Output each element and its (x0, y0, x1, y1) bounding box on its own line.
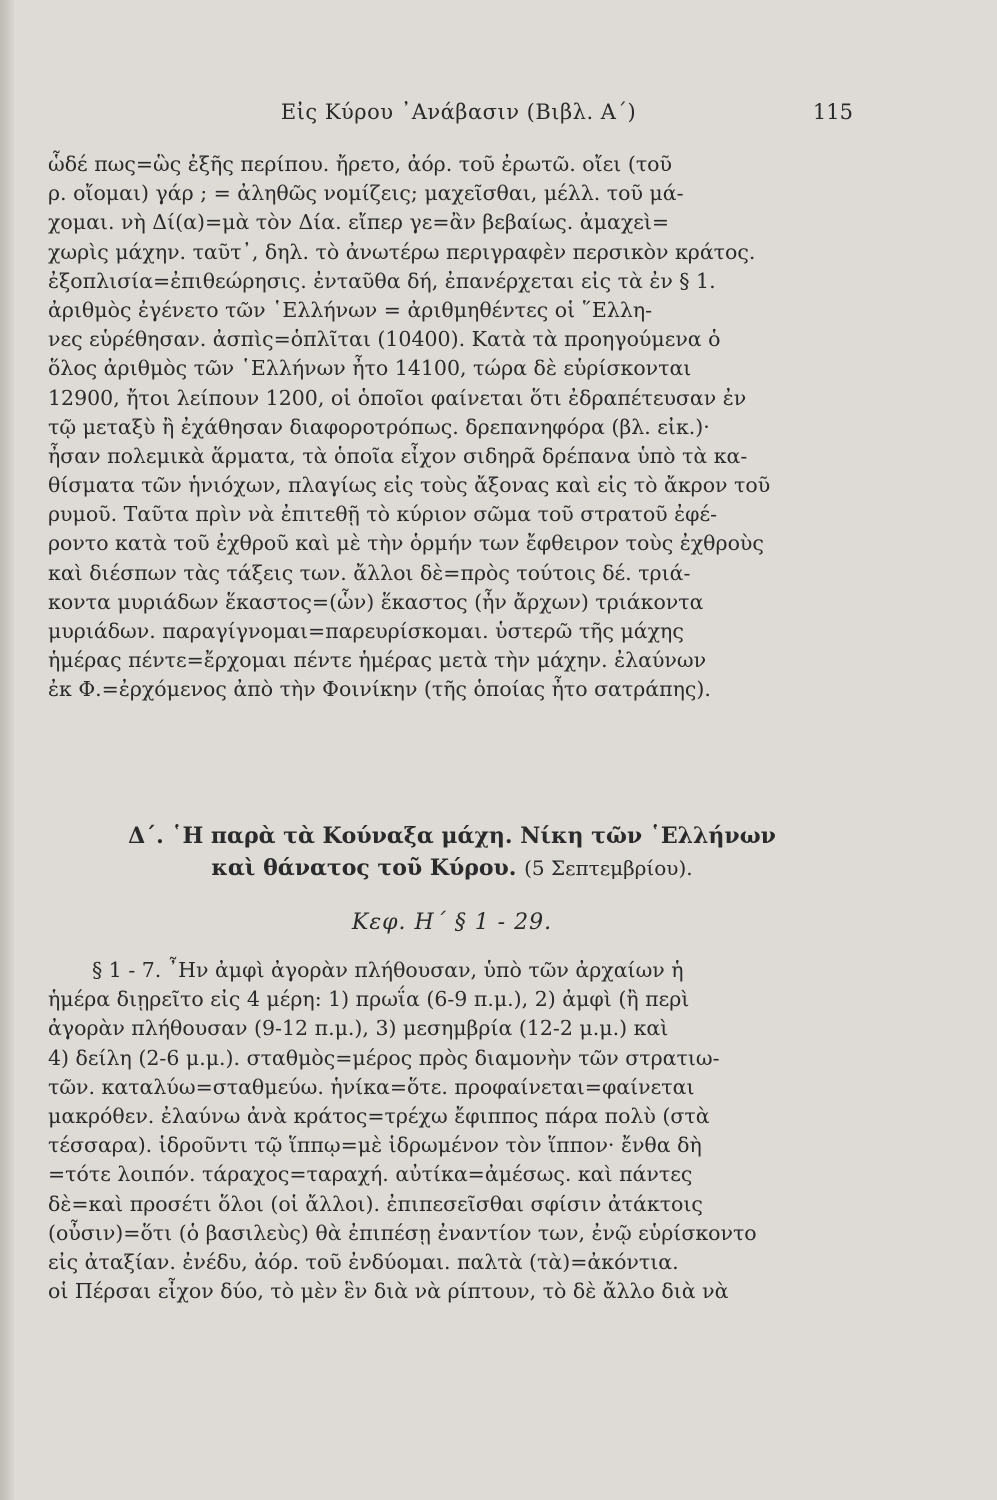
page-header (60, 96, 857, 132)
text-line: θίσματα τῶν ἡνιόχων, πλαγίως εἰς τοὺς ἄξονας καὶ εἰς τὸ ἄκρον τοῦ (48, 473, 771, 498)
section-title-line-1: Δ΄. ῾Η παρὰ τὰ Κούναξα μάχη. Νίκη τῶν ῾Ελλήνων (128, 823, 776, 849)
text-line: 4) δείλη (2-6 μ.μ.). σταθμὸς=μέρος πρὸς διαμονὴν τῶν στρατιω- (48, 1045, 720, 1070)
text-line: ὅλος ἀριθμὸς τῶν ῾Ελλήνων ἦτο 14100, τώρα δὲ εὑρίσκονται (48, 356, 692, 381)
text-line: κοντα μυριάδων ἕκαστος=(ὧν) ἕκαστος (ἦν ἄρχων) τριάκοντα (48, 589, 704, 614)
section-heading (48, 820, 856, 935)
text-line: τῷ μεταξὺ ἢ ἐχάθησαν διαφοροτρόπως. δρεπανηφόρα (βλ. εἰκ.)· (48, 414, 710, 439)
text-line: ἡμέρα διῃρεῖτο εἰς 4 μέρη: 1) πρωΐα (6-9 π.μ.), 2) ἀμφὶ (ἢ περὶ (48, 987, 690, 1012)
text-line: ἀριθμὸς ἐγένετο τῶν ῾Ελλήνων = ἀριθμηθέντες οἱ ῞Ελλη- (48, 297, 653, 322)
text-line: ἦσαν πολεμικὰ ἅρματα, τὰ ὁποῖα εἶχον σιδηρᾶ δρέπανα ὑπὸ τὰ κα- (48, 443, 748, 468)
text-line: εἰς ἀταξίαν. ἐνέδυ, ἀόρ. τοῦ ἐνδύομαι. παλτὰ (τὰ)=ἀκόντια. (48, 1249, 679, 1274)
text-line: χομαι. νὴ Δί(α)=μὰ τὸν Δία. εἴπερ γε=ἂν βεβαίως. ἀμαχεὶ= (48, 210, 670, 235)
text-line: ὧδέ πως=ὣς ἐξῆς περίπου. ἤρετο, ἀόρ. τοῦ ἐρωτῶ. οἴει (τοῦ (48, 152, 672, 176)
text-line: ροντο κατὰ τοῦ ἐχθροῦ καὶ μὲ τὴν ὁρμήν των ἔφθειρον τοὺς ἐχθροὺς (48, 531, 764, 556)
text-line: ἀγορὰν πλήθουσαν (9-12 π.μ.), 3) μεσημβρία (12-2 μ.μ.) καὶ (48, 1016, 669, 1041)
text-line: ἐξοπλισία=ἐπιθεώρησις. ἐνταῦθα δή, ἐπανέρχεται εἰς τὰ ἐν § 1. (48, 268, 716, 293)
text-line: τέσσαρα). ἱδροῦντι τῷ ἵππῳ=μὲ ἱδρωμένον τὸν ἵππον· ἔνθα δὴ (48, 1133, 702, 1158)
text-line: ρ. οἴομαι) γάρ ; = ἀληθῶς νομίζεις; μαχεῖσθαι, μέλλ. τοῦ μά- (48, 181, 684, 206)
text-line: μακρόθεν. ἐλαύνω ἀνὰ κράτος=τρέχω ἔφιππος πάρα πολὺ (στὰ (48, 1103, 710, 1128)
section-title-line-2 (48, 852, 856, 884)
text-line: (οὖσιν)=ὅτι (ὁ βασιλεὺς) θὰ ἐπιπέσῃ ἐναντίον των, ἐνῷ εὑρίσκοντο (48, 1220, 757, 1245)
text-line: τῶν. καταλύω=σταθμεύω. ἡνίκα=ὅτε. προφαίνεται=φαίνεται (48, 1074, 695, 1099)
page-number: 115 (812, 100, 853, 124)
text-line: =τότε λοιπόν. τάραχος=ταραχή. αὐτίκα=ἀμέσως. καὶ πάντες (48, 1162, 693, 1187)
text-line: § 1 - 7. ῏Ην ἀμφὶ ἀγορὰν πλήθουσαν, ὑπὸ τῶν ἀρχαίων ἡ (92, 958, 684, 982)
text-line: ἡμέρας πέντε=ἔρχομαι πέντε ἡμέρας μετὰ τὴν μάχην. ἐλαύνων (48, 648, 707, 673)
chapter-reference: Κεφ. Η΄ § 1 - 29. (351, 910, 553, 935)
running-title: Εἰς Κύρου ᾿Ανάβασιν (Βιβλ. Α΄) (280, 100, 637, 124)
commentary-block-2 (48, 956, 856, 1306)
text-line: ρυμοῦ. Ταῦτα πρὶν νὰ ἐπιτεθῇ τὸ κύριον σῶμα τοῦ στρατοῦ ἐφέ- (48, 502, 718, 527)
text-line: οἱ Πέρσαι εἶχον δύο, τὸ μὲν ἓν διὰ νὰ ρίπτουν, τὸ δὲ ἄλλο διὰ νὰ (48, 1279, 729, 1304)
text-line: ἐκ Φ.=ἐρχόμενος ἀπὸ τὴν Φοινίκην (τῆς ὁποίας ἦτο σατράπης). (48, 677, 711, 702)
section-title-text: καὶ θάνατος τοῦ Κύρου. (211, 855, 517, 881)
text-line: 12900, ἤτοι λείπουν 1200, οἱ ὁποῖοι φαίνεται ὅτι ἐδραπέτευσαν ἐν (48, 385, 747, 410)
text-line: νες εὑρέθησαν. ἀσπὶς=ὁπλῖται (10400). Κατὰ τὰ προηγούμενα ὁ (48, 327, 721, 352)
commentary-block-1 (48, 150, 856, 705)
text-line: χωρὶς μάχην. ταῦτ᾿, δηλ. τὸ ἀνωτέρω περιγραφὲν περσικὸν κράτος. (48, 239, 756, 264)
page-spine-shadow (0, 0, 14, 1500)
text-line: καὶ διέσπων τὰς τάξεις των. ἄλλοι δὲ=πρὸς τούτοις δέ. τριά- (48, 560, 691, 585)
text-line: μυριάδων. παραγίγνομαι=παρευρίσκομαι. ὑστερῶ τῆς μάχης (48, 619, 684, 643)
section-date: (5 Σεπτεμβρίου). (524, 856, 693, 880)
text-line: δὲ=καὶ προσέτι ὅλοι (οἱ ἄλλοι). ἐπιπεσεῖσθαι σφίσιν ἀτάκτοις (48, 1191, 703, 1216)
